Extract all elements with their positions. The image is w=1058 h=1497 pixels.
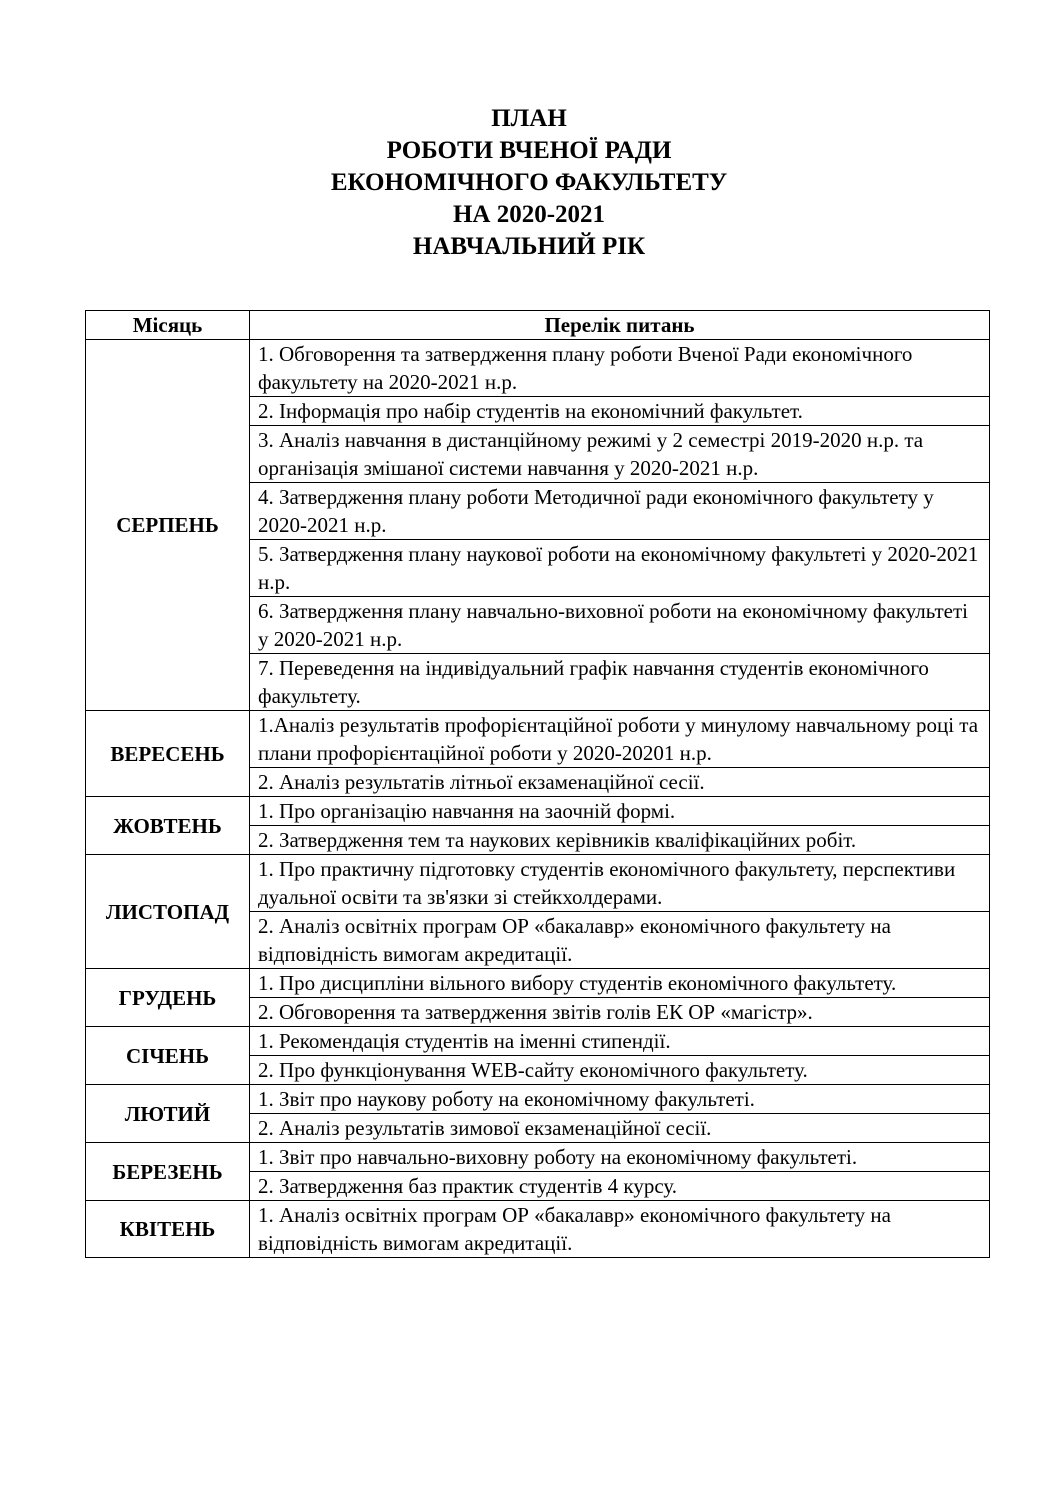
agenda-item: 1. Про дисципліни вільного вибору студентів економічного факультету. <box>250 969 990 998</box>
agenda-item: 2. Затвердження тем та наукових керівників кваліфікаційних робіт. <box>250 826 990 855</box>
table-row <box>86 855 990 912</box>
agenda-item: 1. Звіт про наукову роботу на економічному факультеті. <box>250 1085 990 1114</box>
agenda-item: 2. Про функціонування WEB-сайту економічного факультету. <box>250 1056 990 1085</box>
agenda-item: 1. Про практичну підготовку студентів економічного факультету, перспективи дуальної освіти та зв'язки зі стейкхолдерами. <box>250 855 990 912</box>
agenda-item: 3. Аналіз навчання в дистанційному режимі у 2 семестрі 2019-2020 н.р. та організація змішаної системи навчання у 2020-2021 н.р. <box>250 426 990 483</box>
title-line: НАВЧАЛЬНИЙ РІК <box>412 233 646 260</box>
month-cell: ЛЮТИЙ <box>86 1085 250 1143</box>
month-cell: СІЧЕНЬ <box>86 1027 250 1085</box>
agenda-item: 1. Обговорення та затвердження плану роботи Вченої Ради економічного факультету на 2020-2021 н.р. <box>250 340 990 397</box>
agenda-item: 1. Про організацію навчання на заочній формі. <box>250 797 990 826</box>
month-cell: ГРУДЕНЬ <box>86 969 250 1027</box>
month-cell: КВІТЕНЬ <box>86 1201 250 1258</box>
month-cell: СЕРПЕНЬ <box>86 340 250 711</box>
agenda-item: 4. Затвердження плану роботи Методичної ради економічного факультету у 2020-2021 н.р. <box>250 483 990 540</box>
agenda-item: 1.Аналіз результатів профорієнтаційної роботи у минулому навчальному році та плани профорієнтаційної роботи у 2020-20201 н.р. <box>250 711 990 768</box>
table-row <box>86 1085 990 1114</box>
agenda-item: 2. Аналіз освітніх програм ОР «бакалавр» економічного факультету на відповідність вимогам акредитації. <box>250 912 990 969</box>
table-row <box>86 711 990 768</box>
header-month: Місяць <box>86 311 250 340</box>
title-line: РОБОТИ ВЧЕНОЇ РАДИ <box>386 137 672 164</box>
month-cell: БЕРЕЗЕНЬ <box>86 1143 250 1201</box>
month-cell: ВЕРЕСЕНЬ <box>86 711 250 797</box>
header-topics: Перелік питань <box>250 311 990 340</box>
agenda-item: 1. Звіт про навчально-виховну роботу на економічному факультеті. <box>250 1143 990 1172</box>
month-cell: ЛИСТОПАД <box>86 855 250 969</box>
table-row <box>86 340 990 397</box>
agenda-item: 2. Інформація про набір студентів на економічний факультет. <box>250 397 990 426</box>
title-line: ПЛАН <box>491 105 567 132</box>
document-title <box>0 103 1058 263</box>
table-header-row <box>86 311 990 340</box>
title-line: НА 2020-2021 <box>452 201 606 228</box>
agenda-item: 1. Аналіз освітніх програм ОР «бакалавр» економічного факультету на відповідність вимогам акредитації. <box>250 1201 990 1258</box>
title-line: ЕКОНОМІЧНОГО ФАКУЛЬТЕТУ <box>330 169 728 196</box>
table-row <box>86 1143 990 1172</box>
agenda-item: 5. Затвердження плану наукової роботи на економічному факультеті у 2020-2021 н.р. <box>250 540 990 597</box>
agenda-item: 2. Аналіз результатів зимової екзаменаційної сесії. <box>250 1114 990 1143</box>
agenda-item: 2. Обговорення та затвердження звітів голів ЕК ОР «магістр». <box>250 998 990 1027</box>
agenda-item: 6. Затвердження плану навчально-виховної роботи на економічному факультеті у 2020-2021 н.р. <box>250 597 990 654</box>
table-body <box>86 340 990 1258</box>
table-row <box>86 1201 990 1258</box>
table-row <box>86 1027 990 1056</box>
table-row <box>86 797 990 826</box>
month-cell: ЖОВТЕНЬ <box>86 797 250 855</box>
plan-table <box>85 310 990 1258</box>
agenda-item: 2. Затвердження баз практик студентів 4 курсу. <box>250 1172 990 1201</box>
agenda-item: 2. Аналіз результатів літньої екзаменаційної сесії. <box>250 768 990 797</box>
agenda-item: 7. Переведення на індивідуальний графік навчання студентів економічного факультету. <box>250 654 990 711</box>
agenda-item: 1. Рекомендація студентів на іменні стипендії. <box>250 1027 990 1056</box>
table-row <box>86 969 990 998</box>
